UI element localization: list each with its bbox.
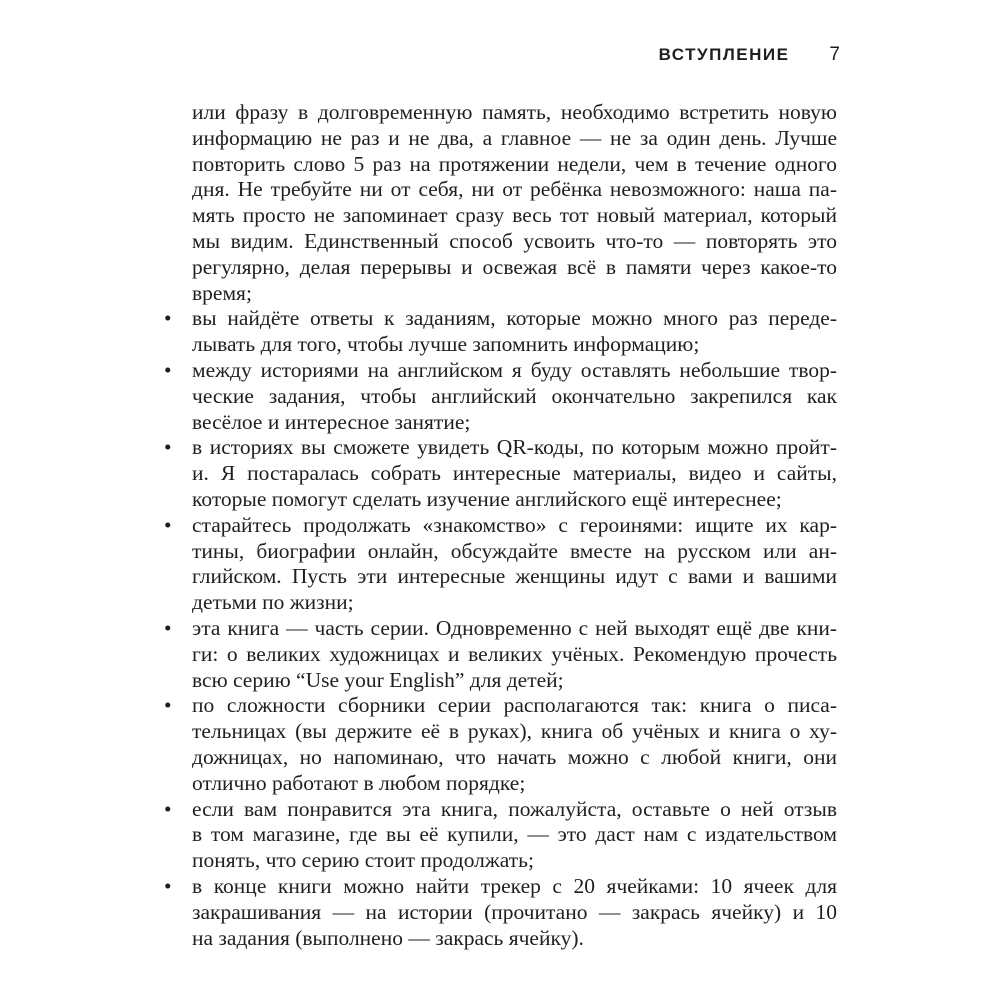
line-text: закрашивания — на истории (прочитано — закрась ячейку) и 10	[192, 899, 837, 924]
list-item	[164, 615, 837, 693]
line-text: между историями на английском я буду оставлять небольшие твор-	[192, 357, 837, 382]
text-line	[192, 461, 837, 487]
line-text: регулярно, делая перерывы и освежая всё в памяти через какое-то	[192, 254, 837, 279]
line-text: по сложности сборники серии располагаются так: книга о писа-	[192, 693, 837, 718]
text-line	[192, 590, 837, 616]
line-text: в том магазине, где вы её купили, — это даст нам с издательством	[192, 822, 837, 847]
text-line	[192, 848, 837, 874]
bullet-icon: •	[164, 615, 172, 640]
text-line	[192, 203, 837, 229]
text-line	[164, 357, 837, 384]
line-text: детьми по жизни;	[192, 590, 354, 615]
text-line	[192, 771, 837, 797]
line-text: или фразу в долговременную память, необходимо встретить новую	[192, 100, 837, 124]
line-text: понять, что серию стоит продолжать;	[192, 848, 534, 873]
line-text: отлично работают в любом порядке;	[192, 770, 526, 795]
line-text: глийском. Пусть эти интересные женщины идут с вами и вашими	[192, 564, 837, 589]
line-text: в конце книги можно найти трекер с 20 ячейками: 10 ячеек для	[192, 873, 837, 898]
text-line	[192, 719, 837, 745]
line-text: и. Я постаралась собрать интересные материалы, видео и сайты,	[192, 461, 837, 486]
intro-paragraph	[192, 100, 837, 306]
bullet-icon: •	[164, 357, 172, 382]
bullet-icon: •	[164, 693, 172, 718]
text-line	[192, 410, 837, 436]
text-line	[192, 487, 837, 513]
text-line	[192, 229, 837, 255]
text-line	[192, 255, 837, 281]
line-text: весёлое и интересное занятие;	[192, 409, 471, 434]
list-item	[164, 357, 837, 435]
line-text: дня. Не требуйте ни от себя, ни от ребёнка невозможного: наша па-	[192, 177, 837, 202]
text-line	[192, 539, 837, 565]
text-line	[192, 177, 837, 203]
text-line	[164, 615, 837, 642]
bullet-icon: •	[164, 796, 172, 821]
line-text: лывать для того, чтобы лучше запомнить информацию;	[192, 332, 700, 357]
line-text: всю серию “Use your English” для детей;	[192, 667, 564, 692]
text-line	[164, 693, 837, 719]
list-item	[164, 512, 837, 616]
bullet-list	[164, 306, 837, 951]
line-text: повторить слово 5 раз на протяжении недели, чем в течение одного	[192, 151, 837, 176]
line-text: ческие задания, чтобы английский окончательно закрепился как	[192, 383, 837, 408]
text-line	[192, 668, 837, 694]
text-line	[192, 564, 837, 590]
line-text: дожницах, но напоминаю, что начать можно с любой книги, они	[192, 744, 837, 769]
text-line	[164, 306, 837, 332]
line-text: время;	[192, 280, 252, 305]
line-text: тины, биографии онлайн, обсуждайте вместе на русском или ан-	[192, 538, 837, 563]
text-line	[192, 642, 837, 668]
text-line	[164, 435, 837, 461]
line-text: эта книга — часть серии. Одновременно с ней выходят ещё две кни-	[192, 615, 837, 640]
text-line	[192, 281, 837, 307]
page-number: 7	[829, 44, 840, 65]
line-text: ги: о великих художницах и великих учёных. Рекомендую прочесть	[192, 641, 837, 666]
running-head	[600, 44, 840, 66]
body-text	[164, 100, 837, 951]
text-line	[192, 384, 837, 410]
list-item	[164, 435, 837, 512]
line-text: на задания (выполнено — закрась ячейку).	[192, 925, 584, 950]
line-text: мы видим. Единственный способ усвоить что-то — повторять это	[192, 228, 837, 253]
line-text: в историях вы сможете увидеть QR-коды, по которым можно пройт-	[192, 435, 837, 460]
list-item	[164, 306, 837, 358]
list-item	[164, 796, 837, 874]
list-item	[164, 873, 837, 951]
bullet-icon: •	[164, 873, 172, 898]
text-line	[192, 332, 837, 358]
line-text: которые помогут сделать изучение английского ещё интереснее;	[192, 486, 782, 511]
text-line	[164, 796, 837, 823]
line-text: мять просто не запоминает сразу весь тот новый материал, который	[192, 203, 837, 228]
bullet-icon: •	[164, 435, 172, 460]
text-line	[192, 926, 837, 952]
line-text: старайтесь продолжать «знакомство» с героинями: ищите их кар-	[192, 512, 837, 537]
text-line	[164, 873, 837, 900]
bullet-icon: •	[164, 306, 172, 331]
text-line	[192, 126, 837, 152]
line-text: если вам понравится эта книга, пожалуйста, оставьте о ней отзыв	[192, 796, 837, 821]
bullet-icon: •	[164, 512, 172, 537]
text-line	[164, 512, 837, 539]
text-line	[192, 822, 837, 848]
line-text: информацию не раз и не два, а главное — не за один день. Лучше	[192, 125, 837, 150]
line-text: тельницах (вы держите её в руках), книга об учёных и книга о ху-	[192, 719, 837, 744]
text-line	[192, 152, 837, 178]
text-line	[192, 745, 837, 771]
text-line	[192, 100, 837, 126]
section-title: ВСТУПЛЕНИЕ	[658, 45, 790, 64]
line-text: вы найдёте ответы к заданиям, которые можно много раз переде-	[192, 306, 837, 331]
text-line	[192, 900, 837, 926]
list-item	[164, 693, 837, 796]
